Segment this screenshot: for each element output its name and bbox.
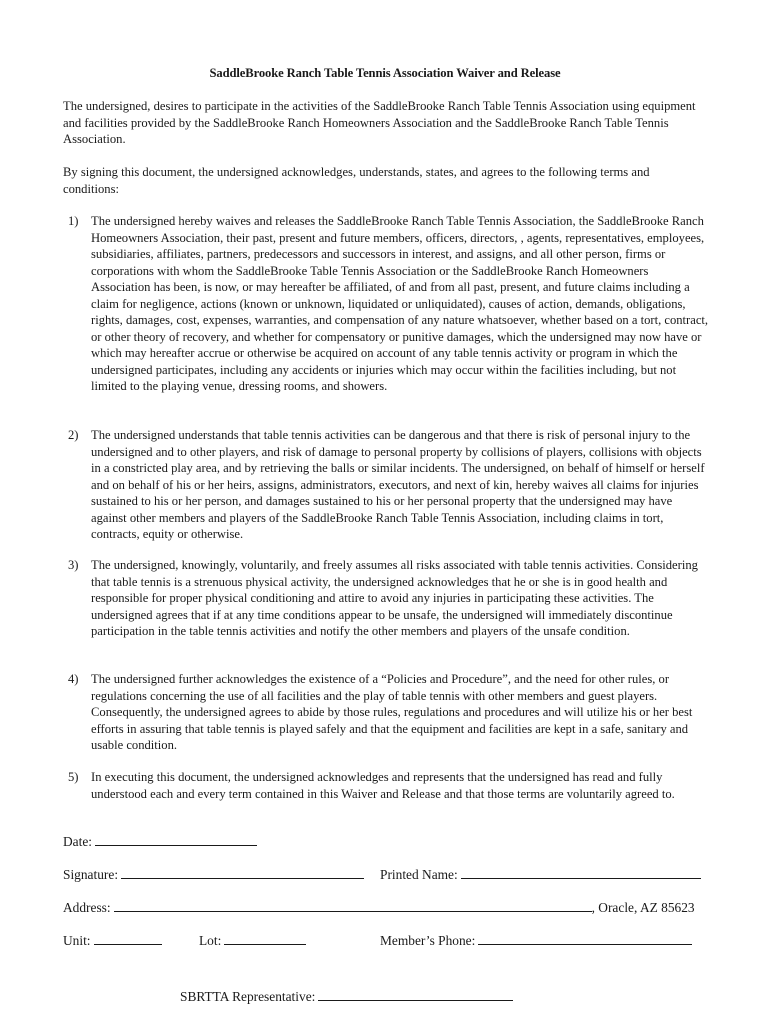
term-text: The undersigned understands that table tennis activities can be dangerous and that there is risk of personal injury to the undersigned and to other players, and risk of damage to personal property by collisions of players, collisions with objects in a constricted play area, and by retrieving the balls or similar incidents. The undersigned, on behalf of himself or herself and on behalf of his or her heirs, assigns, administrators, executors, and next of kin, hereby waives all claims for injuries sustained to his or her person, and damages sustained to his or her personal property that the undersigned may have against other members and players of the SaddleBrooke Ranch Table Tennis Association, including claims in tort, contracts, equity or otherwise. <box>91 428 705 541</box>
lot-line[interactable] <box>224 933 306 945</box>
representative-label: SBRTTA Representative: <box>180 989 316 1004</box>
intro-paragraph: The undersigned, desires to participate in the activities of the SaddleBrooke Ranch Table Tennis Association using equipment and facilities provided by the SaddleBrooke Ranch Homeowners Association and the SaddleBrooke Ranch Table Tennis Association. <box>63 99 696 146</box>
printed-name-field <box>380 867 701 883</box>
address-field <box>63 900 695 916</box>
address-suffix: , Oracle, AZ 85623 <box>591 900 695 915</box>
term-number: 5) <box>68 770 79 784</box>
representative-line[interactable] <box>318 989 513 1001</box>
date-field <box>63 834 257 850</box>
document-title: SaddleBrooke Ranch Table Tennis Association Waiver and Release <box>209 66 561 80</box>
printed-name-line[interactable] <box>461 867 701 879</box>
address-label: Address: <box>63 900 111 915</box>
term-number: 3) <box>68 558 79 572</box>
representative-field <box>180 989 513 1005</box>
unit-field <box>63 933 162 949</box>
term-item-3 <box>68 557 713 640</box>
unit-line[interactable] <box>94 933 162 945</box>
term-text: The undersigned, knowingly, voluntarily, and freely assumes all risks associated with table tennis activities. Considering that table tennis is a strenuous physical activity, the undersigned acknowledges that he or she is in good health and responsible for proper physical conditioning and attire to avoid any injuries in participating these activities. The undersigned agrees that if at any time conditions appear to be unsafe, the undersigned will immediately discontinue participation in the table tennis activities and notify the other members and players of the unsafe condition. <box>91 558 698 638</box>
phone-field <box>380 933 692 949</box>
term-text: In executing this document, the undersigned acknowledges and represents that the undersigned has read and fully understood each and every term contained in this Waiver and Release and that those terms are voluntarily agreed to. <box>91 770 675 801</box>
lot-label: Lot: <box>199 933 222 948</box>
unit-label: Unit: <box>63 933 91 948</box>
term-number: 4) <box>68 672 79 686</box>
date-label: Date: <box>63 834 92 849</box>
signature-line[interactable] <box>121 867 364 879</box>
term-item-1 <box>68 213 713 395</box>
term-item-4 <box>68 671 713 754</box>
acknowledgement-paragraph: By signing this document, the undersigned acknowledges, understands, states, and agrees to the following terms and conditions: <box>63 165 650 196</box>
signature-label: Signature: <box>63 867 119 882</box>
lot-field <box>199 933 306 949</box>
term-number: 1) <box>68 214 79 228</box>
term-item-5 <box>68 769 713 802</box>
phone-line[interactable] <box>478 933 692 945</box>
date-line[interactable] <box>95 834 257 846</box>
address-line[interactable] <box>114 900 592 912</box>
term-item-2 <box>68 427 713 543</box>
term-number: 2) <box>68 428 79 442</box>
phone-label: Member’s Phone: <box>380 933 476 948</box>
printed-name-label: Printed Name: <box>380 867 458 882</box>
signature-field <box>63 867 364 883</box>
term-text: The undersigned hereby waives and releases the SaddleBrooke Ranch Table Tennis Association, the SaddleBrooke Ranch Homeowners Association, their past, present and future members, officers, directors, , agents, representatives, employees, subsidiaries, affiliates, partners, predecessors and successors in interest, and assigns, and all other person, firms or corporations with whom the SaddleBrooke Table Tennis Association or the SaddleBrooke Ranch Homeowners Association has been, is now, or may hereafter be affiliated, of and from all past, present, and future claims including a claim for negligence, actions (known or unknown, liquidated or unliquidated), causes of action, demands, obligations, rights, damages, cost, expenses, warranties, and compensation of any nature whatsoever, whether based on a tort, contract, or other theory of recovery, and whether for compensatory or punitive damages, which the undersigned may now have or which may hereafter accrue or otherwise be acquired on account of any table tennis activity or program in which the undersigned participates, including any accidents or injuries which may occur within the facilities including, but not limited to the playing venue, dressing rooms, and showers. <box>91 214 709 393</box>
term-text: The undersigned further acknowledges the existence of a “Policies and Procedure”, and the need for other rules, or regulations concerning the use of all facilities and the play of table tennis with other members and guest players. Consequently, the undersigned agrees to abide by those rules, regulations and procedures and will utilize his or her best efforts in assuring that table tennis is played safely and that the equipment and facilities are kept in a safe, sanitary and usable condition. <box>91 672 693 752</box>
